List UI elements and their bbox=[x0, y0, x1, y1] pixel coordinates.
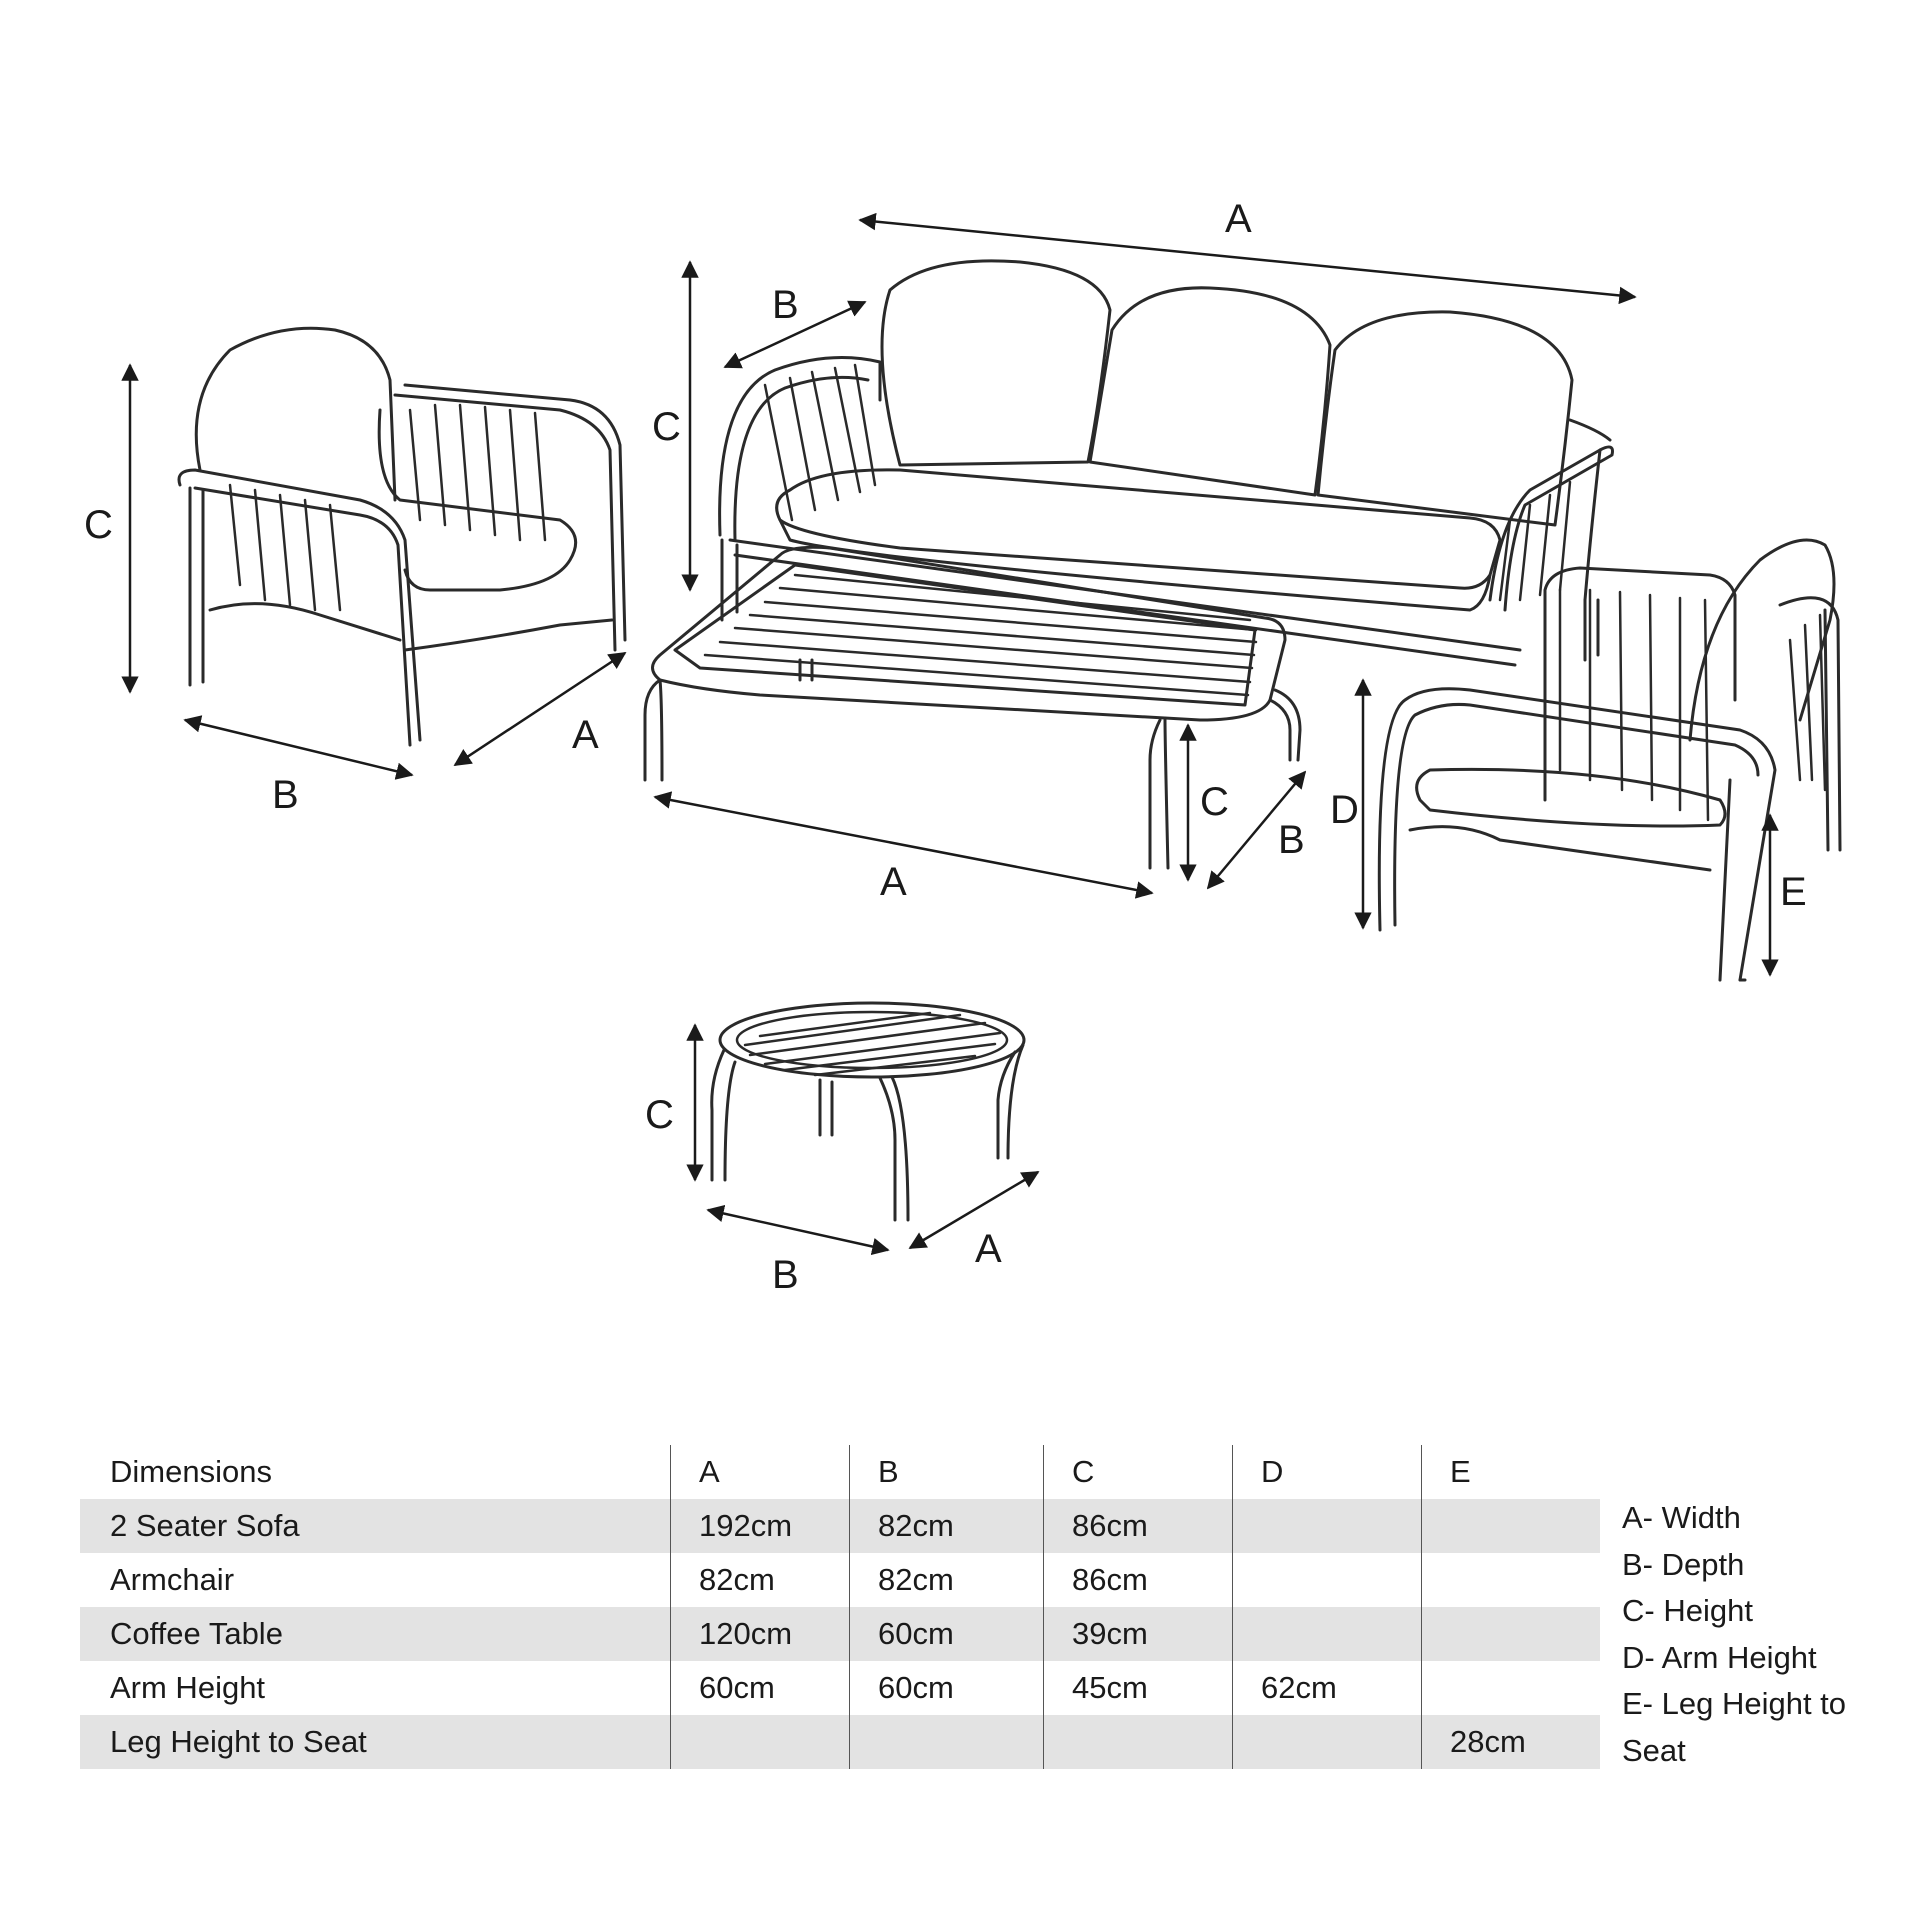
armchair-a-label: A bbox=[572, 713, 599, 757]
table-cell bbox=[1044, 1715, 1233, 1769]
table-cell bbox=[671, 1715, 850, 1769]
side-table-a-label: A bbox=[975, 1227, 1002, 1271]
table-cell: Coffee Table bbox=[80, 1607, 671, 1661]
armchair-a-arrow bbox=[455, 653, 625, 765]
table-cell: 86cm bbox=[1044, 1499, 1233, 1553]
table-header-cell: B bbox=[850, 1445, 1044, 1499]
table-row bbox=[80, 1661, 1600, 1715]
table-cell: 60cm bbox=[671, 1661, 850, 1715]
side-table-a-arrow bbox=[910, 1172, 1038, 1248]
table-header-row bbox=[80, 1445, 1600, 1499]
table-cell: 120cm bbox=[671, 1607, 850, 1661]
side-table-illustration bbox=[712, 1003, 1024, 1220]
table-cell bbox=[1233, 1607, 1422, 1661]
table-cell: 2 Seater Sofa bbox=[80, 1499, 671, 1553]
table-cell: 86cm bbox=[1044, 1553, 1233, 1607]
coffee-table-c-label: C bbox=[1200, 780, 1229, 824]
sofa-illustration bbox=[720, 261, 1613, 665]
legend-item-leg-height: E- Leg Height to bbox=[1622, 1686, 1847, 1721]
table-cell: Armchair bbox=[110, 1562, 235, 1597]
table-cell: 45cm bbox=[1044, 1661, 1233, 1715]
table-cell bbox=[1422, 1553, 1601, 1607]
table-cell bbox=[1422, 1607, 1601, 1661]
legend-item-arm-height: D- Arm Height bbox=[1622, 1639, 1817, 1675]
table-cell bbox=[1233, 1499, 1422, 1553]
table-cell bbox=[1233, 1715, 1422, 1769]
armchair-d-label: D bbox=[1330, 788, 1359, 832]
table-row bbox=[80, 1553, 1600, 1607]
table-row bbox=[80, 1499, 1600, 1553]
table-header-cell: C bbox=[1044, 1445, 1233, 1499]
table-cell: 28cm bbox=[1422, 1715, 1601, 1769]
table-cell: 62cm bbox=[1233, 1661, 1422, 1715]
legend-item-height: C- Height bbox=[1622, 1593, 1753, 1628]
sofa-a-label: A bbox=[1225, 197, 1252, 241]
legend-item-depth: B- Depth bbox=[1622, 1546, 1745, 1582]
dimensions-table bbox=[80, 1445, 1600, 1769]
legend-item-width: A- Width bbox=[1622, 1500, 1741, 1535]
side-table-c-label: C bbox=[645, 1093, 674, 1137]
side-table-b-label: B bbox=[772, 1253, 799, 1297]
table-cell: 60cm bbox=[850, 1607, 1044, 1661]
dimension-letters bbox=[84, 197, 1807, 1297]
sofa-b-label: B bbox=[772, 283, 799, 327]
dimension-legend bbox=[1622, 1495, 1902, 1774]
dimension-arrows bbox=[130, 220, 1770, 1250]
coffee-table-a-label: A bbox=[880, 860, 907, 904]
table-cell: 39cm bbox=[1044, 1607, 1233, 1661]
armchair-e-label: E bbox=[1780, 870, 1807, 914]
table-header-cell: E bbox=[1422, 1445, 1601, 1499]
armchair-c-label: C bbox=[84, 503, 113, 547]
table-header-cell: Dimensions bbox=[110, 1454, 272, 1489]
coffee-table-b-label: B bbox=[1278, 818, 1305, 862]
table-cell: 60cm bbox=[850, 1661, 1044, 1715]
table-cell: Leg Height to Seat bbox=[80, 1715, 671, 1769]
table-cell bbox=[850, 1715, 1044, 1769]
armchair-b-arrow bbox=[185, 720, 412, 775]
armchair-b-label: B bbox=[272, 773, 299, 817]
table-cell: Arm Height bbox=[110, 1670, 266, 1705]
table-cell: 192cm bbox=[671, 1499, 850, 1553]
table-header-cell: D bbox=[1233, 1445, 1422, 1499]
table-row bbox=[80, 1715, 1600, 1769]
table-cell bbox=[1422, 1499, 1601, 1553]
sofa-c-label: C bbox=[652, 405, 681, 449]
table-cell: 82cm bbox=[671, 1553, 850, 1607]
table-cell bbox=[1233, 1553, 1422, 1607]
armchair-left-illustration bbox=[179, 328, 625, 745]
table-row bbox=[80, 1607, 1600, 1661]
legend-item-leg-height-cont: Seat bbox=[1622, 1732, 1686, 1768]
table-header-cell: A bbox=[671, 1445, 850, 1499]
table-cell: 82cm bbox=[850, 1499, 1044, 1553]
table-cell bbox=[1422, 1661, 1601, 1715]
side-table-b-arrow bbox=[708, 1210, 888, 1250]
table-cell: 82cm bbox=[850, 1553, 1044, 1607]
